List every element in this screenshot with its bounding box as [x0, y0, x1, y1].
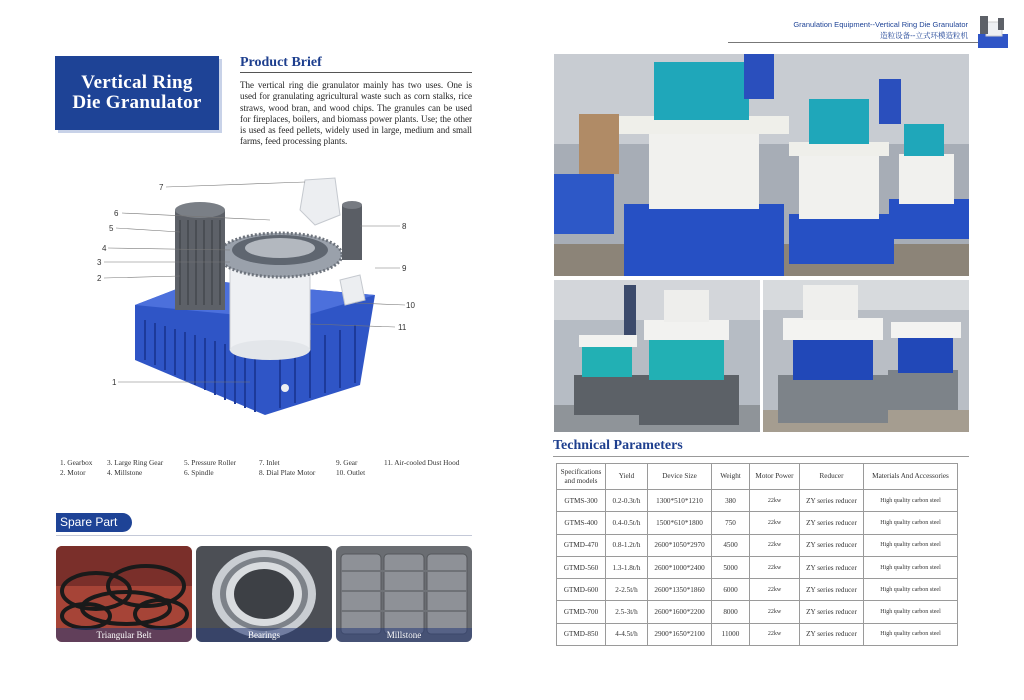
- factory-photo-main: [554, 54, 969, 276]
- table-cell: ZY series reducer: [800, 556, 864, 578]
- product-brief-heading: Product Brief: [240, 55, 322, 70]
- table-cell: High quality carbon steel: [864, 534, 958, 556]
- table-cell: 4-4.5t/h: [606, 623, 648, 645]
- col-header: Device Size: [648, 464, 712, 490]
- table-cell: 6000: [712, 579, 750, 601]
- table-cell: 0.2-0.3t/h: [606, 490, 648, 512]
- table-cell: 22kw: [750, 512, 800, 534]
- table-cell: GTMS-300: [557, 490, 606, 512]
- table-cell: 5000: [712, 556, 750, 578]
- legend-item: 6. Spindle: [184, 468, 214, 477]
- legend-item: 4. Millstone: [107, 468, 143, 477]
- legend-item: 1. Gearbox: [60, 458, 93, 467]
- tech-divider: [553, 456, 969, 457]
- header-english: Granulation Equipment--Vertical Ring Die Granulator: [793, 20, 968, 29]
- table-cell: 2600*1000*2400: [648, 556, 712, 578]
- table-cell: GTMD-700: [557, 601, 606, 623]
- table-row: [557, 579, 958, 601]
- table-cell: 22kw: [750, 623, 800, 645]
- legend-item: 9. Gear: [336, 458, 358, 467]
- table-cell: GTMD-560: [557, 556, 606, 578]
- table-cell: High quality carbon steel: [864, 512, 958, 534]
- callout-8: 8: [402, 222, 407, 231]
- table-cell: ZY series reducer: [800, 623, 864, 645]
- table-cell: ZY series reducer: [800, 512, 864, 534]
- callout-11: 11: [398, 323, 407, 332]
- table-cell: 22kw: [750, 534, 800, 556]
- factory-photo-left: [554, 280, 760, 432]
- technical-parameters-table: [556, 463, 958, 646]
- legend-item: 3. Large Ring Gear: [107, 458, 164, 467]
- header-divider: [728, 42, 978, 43]
- table-row: [557, 601, 958, 623]
- table-cell: 22kw: [750, 579, 800, 601]
- legend-item: 8. Dial Plate Motor: [259, 468, 316, 477]
- header-chinese: 造粒设备--立式环模造粒机: [880, 31, 968, 40]
- table-cell: ZY series reducer: [800, 601, 864, 623]
- table-cell: High quality carbon steel: [864, 623, 958, 645]
- table-cell: 22kw: [750, 556, 800, 578]
- legend-item: 11. Air-cooled Dust Hood: [384, 458, 460, 467]
- table-cell: 22kw: [750, 490, 800, 512]
- col-header: Reducer: [800, 464, 864, 490]
- table-cell: GTMD-600: [557, 579, 606, 601]
- col-header: Weight: [712, 464, 750, 490]
- table-cell: 4500: [712, 534, 750, 556]
- table-cell: GTMD-470: [557, 534, 606, 556]
- spare-divider: [56, 535, 472, 536]
- legend-item: 7. Inlet: [259, 458, 280, 467]
- brief-divider: [240, 72, 472, 73]
- table-cell: 11000: [712, 623, 750, 645]
- legend-col-6: [384, 458, 459, 468]
- table-cell: High quality carbon steel: [864, 490, 958, 512]
- table-row: [557, 512, 958, 534]
- table-row: [557, 556, 958, 578]
- callout-1: 1: [112, 378, 117, 387]
- callout-9: 9: [402, 264, 407, 273]
- col-header: Motor Power: [750, 464, 800, 490]
- granulator-diagram: [90, 170, 440, 440]
- callout-3: 3: [97, 258, 102, 267]
- callout-5: 5: [109, 224, 114, 233]
- table-cell: 750: [712, 512, 750, 534]
- legend-item: 2. Motor: [60, 468, 86, 477]
- table-cell: 1300*510*1210: [648, 490, 712, 512]
- spare-label-bearings: Bearings: [196, 628, 332, 642]
- table-cell: High quality carbon steel: [864, 556, 958, 578]
- spare-photo-belt: [56, 546, 192, 642]
- table-row: [557, 534, 958, 556]
- callout-2: 2: [97, 274, 102, 283]
- table-cell: 8000: [712, 601, 750, 623]
- spare-photo-millstone: [336, 546, 472, 642]
- table-cell: ZY series reducer: [800, 534, 864, 556]
- table-cell: ZY series reducer: [800, 579, 864, 601]
- col-header: Specifications and models: [557, 464, 606, 490]
- legend-item: 5. Pressure Roller: [184, 458, 237, 467]
- table-cell: 2600*1050*2970: [648, 534, 712, 556]
- table-cell: 2.5-3t/h: [606, 601, 648, 623]
- table-cell: 2600*1350*1860: [648, 579, 712, 601]
- table-cell: 2900*1650*2100: [648, 623, 712, 645]
- legend-col-3: [184, 458, 236, 478]
- callout-7: 7: [159, 183, 164, 192]
- table-cell: 2600*1600*2200: [648, 601, 712, 623]
- factory-photo-right: [763, 280, 969, 432]
- table-cell: 0.8-1.2t/h: [606, 534, 648, 556]
- callout-6: 6: [114, 209, 119, 218]
- table-header-row: [557, 464, 958, 490]
- legend-item: 10. Outlet: [336, 468, 366, 477]
- machine-thumbnail-icon: [972, 12, 1014, 50]
- title-line-1: Vertical Ring: [81, 72, 193, 93]
- spare-label-millstone: Millstone: [336, 628, 472, 642]
- callout-10: 10: [406, 301, 415, 310]
- table-cell: High quality carbon steel: [864, 601, 958, 623]
- table-row: [557, 623, 958, 645]
- legend-col-5: [336, 458, 365, 478]
- table-cell: High quality carbon steel: [864, 579, 958, 601]
- spare-part-heading: Spare Part: [56, 513, 132, 532]
- table-cell: 0.4-0.5t/h: [606, 512, 648, 534]
- table-row: [557, 490, 958, 512]
- product-brief-text: The vertical ring die granulator mainly has two uses. One is used for granulating agricultural waste such as corn stalks, rice straws, wood bran, and wood chips. The granules can be used for fireplaces, boilers, and biomass power plants. Use; the other is used as feed pellets, widely used in large, medium and small farms, feed processing plants.: [240, 80, 472, 147]
- table-cell: 380: [712, 490, 750, 512]
- legend-col-1: [60, 458, 92, 478]
- table-cell: GTMD-850: [557, 623, 606, 645]
- spare-photo-bearings: [196, 546, 332, 642]
- technical-parameters-heading: Technical Parameters: [553, 438, 683, 453]
- table-cell: 1500*610*1800: [648, 512, 712, 534]
- table-cell: GTMS-400: [557, 512, 606, 534]
- table-cell: 2-2.5t/h: [606, 579, 648, 601]
- col-header: Materials And Accessories: [864, 464, 958, 490]
- callout-4: 4: [102, 244, 107, 253]
- spare-label-belt: Triangular Belt: [56, 628, 192, 642]
- legend-col-4: [259, 458, 315, 478]
- title-box: [55, 56, 219, 130]
- col-header: Yield: [606, 464, 648, 490]
- table-cell: 1.3-1.8t/h: [606, 556, 648, 578]
- table-cell: 22kw: [750, 601, 800, 623]
- legend-col-2: [107, 458, 163, 478]
- table-cell: ZY series reducer: [800, 490, 864, 512]
- title-line-2: Die Granulator: [72, 92, 202, 113]
